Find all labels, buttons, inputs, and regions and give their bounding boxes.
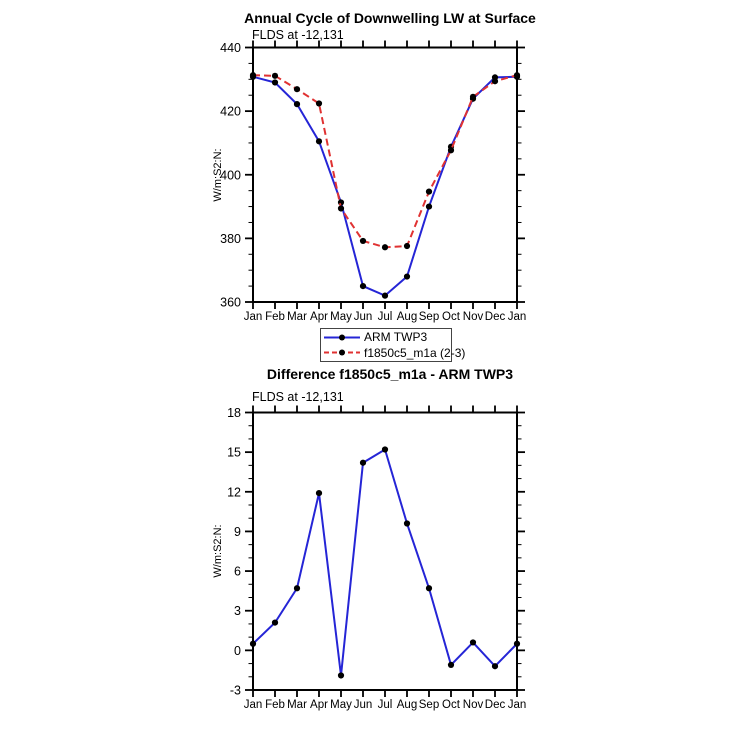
- series-line-arm-twp3: [253, 77, 517, 296]
- data-point-marker: [426, 203, 432, 209]
- x-tick-label: Nov: [462, 311, 484, 323]
- y-tick-label: 3: [234, 604, 241, 619]
- x-tick-label: Jul: [377, 699, 393, 711]
- x-tick-label: Jul: [377, 311, 393, 323]
- bottom-chart-y-axis-label: W/m:S2:N:: [212, 524, 224, 578]
- x-tick-label: Sep: [418, 699, 440, 711]
- data-point-marker: [492, 663, 498, 669]
- y-tick-label: 400: [220, 168, 241, 183]
- legend-line-solid-icon: [323, 333, 361, 342]
- x-tick-label: Apr: [310, 699, 328, 711]
- data-point-marker: [404, 520, 410, 526]
- data-point-marker: [360, 283, 366, 289]
- data-point-marker: [316, 138, 322, 144]
- x-tick-label: Nov: [462, 699, 484, 711]
- top-chart-title: Annual Cycle of Downwelling LW at Surface: [244, 10, 536, 26]
- bottom-chart-plot: [227, 406, 526, 712]
- x-tick-label: Jun: [353, 699, 373, 711]
- data-point-marker: [426, 189, 432, 195]
- data-point-marker: [426, 585, 432, 591]
- y-tick-label: 9: [234, 524, 241, 539]
- data-point-marker: [514, 641, 520, 647]
- y-tick-label: 360: [220, 295, 241, 310]
- data-point-marker: [272, 73, 278, 79]
- data-point-marker: [470, 94, 476, 100]
- top-chart-subtitle: FLDS at -12,131: [252, 28, 344, 42]
- y-tick-label: 12: [227, 485, 241, 500]
- data-point-marker: [294, 585, 300, 591]
- data-point-marker: [338, 672, 344, 678]
- y-tick-label: 0: [234, 643, 241, 658]
- data-point-marker: [382, 446, 388, 452]
- data-point-marker: [470, 639, 476, 645]
- data-point-marker: [382, 293, 388, 299]
- x-tick-label: Jan: [243, 699, 263, 711]
- data-point-marker: [272, 620, 278, 626]
- x-tick-label: Feb: [265, 699, 285, 711]
- legend-label-arm: ARM TWP3: [364, 330, 428, 345]
- x-tick-label: Mar: [287, 699, 307, 711]
- y-tick-label: 380: [220, 231, 241, 246]
- data-point-marker: [382, 244, 388, 250]
- series-line-difference: [253, 450, 517, 676]
- data-point-marker: [360, 238, 366, 244]
- x-tick-label: Aug: [396, 311, 418, 323]
- y-tick-label: -3: [229, 683, 241, 698]
- x-tick-label: Apr: [310, 311, 328, 323]
- x-tick-label: Aug: [396, 699, 418, 711]
- x-tick-label: Dec: [484, 311, 506, 323]
- x-tick-label: Oct: [442, 311, 460, 323]
- data-point-marker: [316, 100, 322, 106]
- x-tick-label: Jan: [507, 699, 527, 711]
- data-point-marker: [338, 205, 344, 211]
- x-tick-label: Sep: [418, 311, 440, 323]
- data-point-marker: [492, 78, 498, 84]
- data-point-marker: [404, 243, 410, 249]
- legend-box: [320, 328, 466, 362]
- y-tick-label: 6: [234, 564, 241, 579]
- x-tick-label: Jan: [507, 311, 527, 323]
- y-tick-label: 440: [220, 41, 241, 55]
- top-chart-plot: [220, 41, 526, 324]
- data-point-marker: [272, 79, 278, 85]
- bottom-chart-title: Difference f1850c5_m1a - ARM TWP3: [266, 366, 514, 382]
- data-point-marker: [250, 72, 256, 78]
- top-chart-y-axis-label: W/m:S2:N:: [212, 148, 224, 202]
- data-point-marker: [250, 641, 256, 647]
- x-tick-label: Dec: [484, 699, 506, 711]
- data-point-marker: [294, 86, 300, 92]
- y-tick-label: 420: [220, 104, 241, 119]
- bottom-chart-subtitle: FLDS at -12,131: [252, 390, 344, 404]
- data-point-marker: [448, 147, 454, 153]
- data-point-marker: [294, 101, 300, 107]
- y-tick-label: 18: [227, 406, 241, 420]
- x-tick-label: Mar: [287, 311, 307, 323]
- x-tick-label: Oct: [442, 699, 460, 711]
- data-point-marker: [448, 662, 454, 668]
- x-tick-label: May: [330, 311, 352, 323]
- x-tick-label: Jun: [353, 311, 373, 323]
- data-point-marker: [514, 72, 520, 78]
- legend-label-model: f1850c5_m1a (2-3): [364, 345, 466, 360]
- x-tick-label: Jan: [243, 311, 263, 323]
- data-point-marker: [360, 460, 366, 466]
- x-tick-label: May: [330, 699, 352, 711]
- legend-entry-model: [321, 345, 466, 360]
- x-tick-label: Feb: [265, 311, 285, 323]
- data-point-marker: [404, 273, 410, 279]
- data-point-marker: [316, 490, 322, 496]
- legend-entry-arm: [321, 330, 451, 345]
- legend-line-dashed-icon: [323, 348, 361, 357]
- y-tick-label: 15: [227, 445, 241, 460]
